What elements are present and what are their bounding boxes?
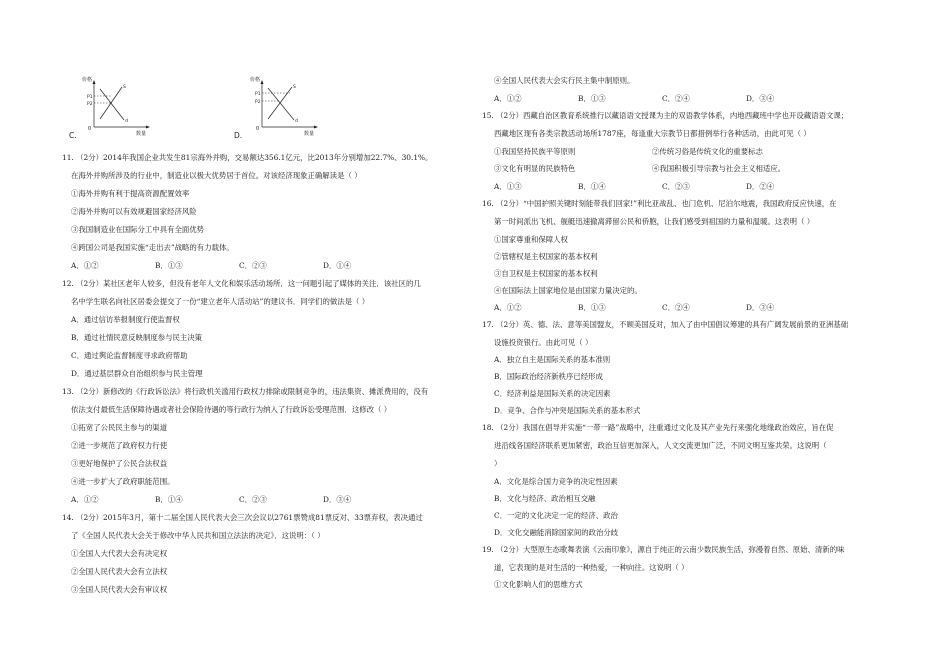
q13-option-c[interactable]: C．②③ [239,495,267,504]
q13-option-b[interactable]: B．①④ [155,495,183,504]
q13-stem-line-1: 13. （2分）新修改的《行政诉讼法》将行政机关滥用行政权力排除或限制竞争的，违法集资、摊派费用的，没有 [62,387,429,396]
q14-option-d[interactable]: D．③④ [746,94,775,103]
svg-text:P1: P1 [87,95,93,100]
q14-stem-line-2: 了《全国人民代表大会关于修改中华人民共和国立法法的决定》．这说明：（ ） [71,531,325,540]
q19-stem-line-1: 19. （2分）大型原生态歌舞表演《云南印象》，源自于纯正的云南少数民族生活，弥漫着自然、原始、清新的味 [482,545,845,554]
q13-item: ④进一步扩大了政府职能范围。 [71,477,175,486]
q17-option-a[interactable]: A．独立自主是国际关系的基本准则 [494,355,611,364]
svg-text:数量: 数量 [304,131,315,137]
supply-demand-graph-c [64,72,184,142]
q17-stem-line-1: 17. （2分）英、德、法、意等美国盟友，不顾美国反对，加入了由中国倡议筹建的具有广阔发展前景的亚洲基础 [482,320,849,329]
q11-option-b[interactable]: B．①③ [155,261,183,270]
svg-text:d: d [295,119,298,124]
q16-item: ③自卫权是主权国家的基本权利 [494,269,598,278]
q11-option-c[interactable]: C．②③ [239,261,267,270]
q15-item: ②传统习俗是传统文化的重要标志 [652,147,763,156]
q18-stem-line-2: 进沿线各国经济联系更加紧密，政治互信更加深入，人文交流更加广泛，不同文明互鉴共荣。这说明（ [494,441,827,450]
q17-option-b[interactable]: B．国际政治经济新秩序已经形成 [494,372,603,381]
graph-d-option: D. [234,131,243,140]
q13-item: ②进一步规范了政府权力行使 [71,441,168,450]
supply-demand-graph-d [232,72,352,142]
q14-option-b[interactable]: B．①③ [578,94,606,103]
q11-option-d[interactable]: D．①④ [323,261,352,270]
q12-stem-line-1: 12. （2分）某社区老年人较多，但没有老年人文化和娱乐活动场所．这一问题引起了媒体的关注．该社区的几 [62,279,421,288]
q12-option-a[interactable]: A．通过信访举报制度行使监督权 [71,315,180,324]
q11-item: ③我国制造业在国际分工中具有全面优势 [71,225,205,234]
q13-option-a[interactable]: A．①② [71,495,99,504]
q18-stem-line-3: ） [494,459,502,468]
q18-option-b[interactable]: B．文化与经济、政治相互交融 [494,494,596,503]
q16-option-a[interactable]: A．①② [494,303,522,312]
q16-stem-line-2: 第一时间派出飞机、舰艇迅速撤离滞留公民和侨胞，让我们感受到祖国的力量和温暖。这表明（ ） [494,217,815,226]
q16-option-c[interactable]: C．②④ [662,303,690,312]
q14-option-c[interactable]: C．②④ [662,94,690,103]
q12-option-c[interactable]: C．通过舆论监督制度寻求政府帮助 [71,351,188,360]
q14-item: ③全国人民代表大会有审议权 [71,585,168,594]
q16-stem-line-1: 16. （2分）“中国护照关键时刻能带我们回家!”利比亚战乱、也门危机、尼泊尔地震，我国政府反应快速，在 [482,199,837,208]
q13-item: ①拓宽了公民民主参与的渠道 [71,423,168,432]
svg-text:P2: P2 [87,102,93,107]
q15-option-a[interactable]: A．①③ [494,182,522,191]
graph-c-option: C. [69,131,77,140]
q18-option-c[interactable]: C．一定的文化决定一定的经济、政治 [494,511,618,520]
q11-stem-line-1: 11. （2分）2014年我国企业共发生81宗海外并购，交易额达356.1亿元，比2013年分别增加22.7%、30.1%。 [62,153,433,162]
q16-item: ①国家尊重和保障人权 [494,235,568,244]
q13-option-d[interactable]: D．③④ [323,495,352,504]
svg-text:S: S [293,85,296,90]
svg-text:P2: P2 [255,100,261,105]
q16-item: ④在国际法上国家地位是由国家力量决定的。 [494,286,642,295]
q11-item: ①海外并购有利于提高资源配置效率 [71,189,190,198]
q15-option-c[interactable]: C．②③ [662,182,690,191]
q15-item: ④我国积极引导宗教与社会主义相适应。 [652,164,786,173]
q11-item: ②海外并购可以有效规避国家经济风险 [71,207,197,216]
q13-stem-line-2: 依法支付最低生活保障待遇或者社会保险待遇的等行政行为纳入了行政诉讼受理范围．这修改（ ） [71,405,392,414]
q15-stem-line-2: 西藏地区现有各类宗教活动场所1787座，每逢重大宗教节日都措例举行各种活动，由此可见（ ） [494,129,811,138]
q17-option-c[interactable]: C．经济利益是国际关系的决定因素 [494,389,611,398]
q18-stem-line-1: 18. （2分）我国在倡导并实施“一带一路”战略中，注重通过文化及其产业先行来强化地缘政治效应，旨在促 [482,423,834,432]
q14-item: ②全国人民代表大会有立法权 [71,567,168,576]
q15-stem-line-1: 15. （2分）西藏自治区教育系统推行以藏语语文授课为主的双语教学体系，内地西藏班中学也开设藏语语文课； [482,111,849,120]
q12-option-b[interactable]: B．通过社情民意反映制度参与民主决策 [71,333,203,342]
svg-text:d: d [125,119,128,124]
q19-stem-line-2: 道，它表现的是对生活的一种热爱，一种向往。这说明（ ） [494,563,689,572]
svg-text:数量: 数量 [136,131,147,137]
q16-item: ②管辖权是主权国家的基本权利 [494,252,598,261]
q14-item: ④全国人民代表大会实行民主集中制原则。 [494,76,635,85]
q15-item: ③文化有明显的民族特色 [494,164,576,173]
q18-option-a[interactable]: A．文化是综合国力竞争的决定性因素 [494,477,618,486]
svg-text:S: S [123,85,126,90]
q14-option-a[interactable]: A．①② [494,94,522,103]
q16-option-d[interactable]: D．③④ [746,303,775,312]
q14-item: ①全国人大代表大会有决定权 [71,549,168,558]
q12-option-d[interactable]: D．通过基层群众自治组织参与民主管理 [71,369,203,378]
svg-text:0: 0 [88,126,92,132]
q12-stem-line-2: 名中学生联名向社区居委会提交了一份“建立老年人活动站”的建议书．同学们的做法是（ ） [71,297,370,306]
svg-text:P1: P1 [255,92,261,97]
svg-text:0: 0 [256,126,260,132]
q15-item: ①我国坚持民族平等原则 [494,147,576,156]
q17-option-d[interactable]: D．竞争、合作与冲突是国际关系的基本形式 [494,406,641,415]
q13-item: ③更好地保护了公民合法权益 [71,459,168,468]
graph-d-y-label: 价格 [250,77,261,83]
q14-stem-line-1: 14. （2分）2015年3月，第十二届全国人民代表大会三次会议以2761票赞成81票反对、33票弃权，表决通过 [62,513,423,522]
q15-option-d[interactable]: D．②④ [746,182,775,191]
q11-option-a[interactable]: A．①② [71,261,99,270]
graph-c-y-label: 价格 [82,77,93,83]
q15-option-b[interactable]: B．①④ [578,182,606,191]
q11-item: ④跨国公司是我国实施“走出去”战略的有力载体。 [71,243,234,252]
q17-stem-line-2: 设施投资银行。由此可见（ ） [494,338,593,347]
q18-option-d[interactable]: D．文化交融能消除国家间的政治分歧 [494,528,619,537]
q11-stem-line-2: 在海外并购所涉及的行业中，制造业以极大优势居于首位。对该经济现象正确解读是（ ） [71,171,362,180]
q16-option-b[interactable]: B．①③ [578,303,606,312]
q19-item: ①文化影响人们的思维方式 [494,580,583,589]
